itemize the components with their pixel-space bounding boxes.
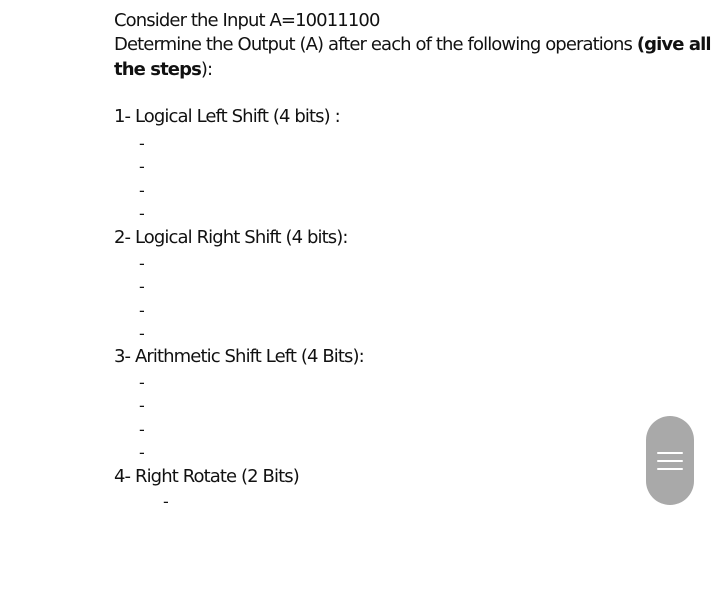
question-2-step-3: - bbox=[139, 301, 145, 320]
question-3-label: 3- Arithmetic Shift Left (4 Bits): bbox=[114, 346, 364, 367]
intro-line-2 bbox=[114, 33, 711, 57]
question-1-step-1: - bbox=[139, 134, 145, 153]
intro-line-2-regular: Determine the Output (A) after each of the following operations bbox=[114, 34, 637, 55]
question-1-label: 1- Logical Left Shift (4 bits) : bbox=[114, 106, 340, 127]
intro-line-2-bold: (give all bbox=[636, 34, 711, 55]
question-4-label: 4- Right Rotate (2 Bits) bbox=[114, 466, 299, 487]
question-1-step-4: - bbox=[139, 204, 145, 223]
intro-line-1: Consider the Input A=10011100 bbox=[114, 10, 380, 31]
question-3-step-3: - bbox=[139, 420, 145, 439]
question-4-step-1: - bbox=[163, 492, 169, 511]
scroll-handle-grip-line bbox=[657, 468, 683, 470]
question-3-step-2: - bbox=[139, 396, 145, 415]
intro-line-3-bold: the steps bbox=[114, 59, 201, 80]
scroll-handle-grip-line bbox=[657, 460, 683, 462]
intro-line-3-regular: ): bbox=[200, 59, 213, 80]
question-1-step-2: - bbox=[139, 157, 145, 176]
question-2-label: 2- Logical Right Shift (4 bits): bbox=[114, 227, 348, 248]
scroll-handle-grip-line bbox=[657, 452, 683, 454]
question-1-step-3: - bbox=[139, 181, 145, 200]
question-3-step-1: - bbox=[139, 373, 145, 392]
intro-line-3 bbox=[114, 58, 212, 82]
question-3-step-4: - bbox=[139, 443, 145, 462]
question-2-step-1: - bbox=[139, 254, 145, 273]
question-2-step-4: - bbox=[139, 324, 145, 343]
scroll-handle-icon[interactable] bbox=[646, 416, 694, 505]
question-2-step-2: - bbox=[139, 277, 145, 296]
